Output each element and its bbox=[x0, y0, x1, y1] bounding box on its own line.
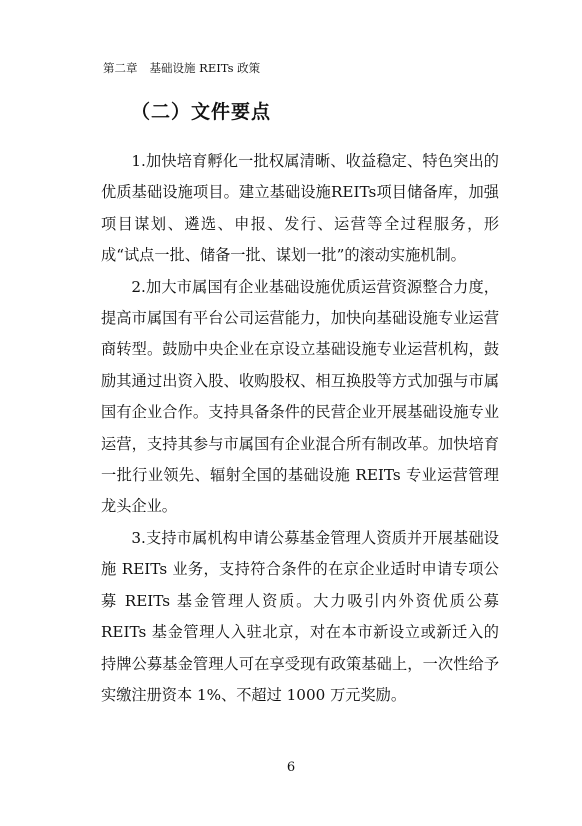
page-number: 6 bbox=[286, 760, 296, 775]
paragraph-1: 1.加快培育孵化一批权属清晰、收益稳定、特色突出的优质基础设施项目。建立基础设施REITs项目储备库，加强项目谋划、遴选、申报、发行、运营等全过程服务，形成“试点一批、储备一批、谋划一批”的滚动实施机制。 bbox=[101, 152, 499, 265]
body-text bbox=[101, 146, 499, 711]
paragraph-3: 3.支持市属机构申请公募基金管理人资质并开展基础设施 REITs 业务，支持符合条件的在京企业适时申请专项公募 REITs 基金管理人资质。大力吸引内外资优质公募 REITs 基金管理人入驻北京，对在本市新设立或新迁入的持牌公募基金管理人可在享受现有政策基础上，一次性给予实缴注册资本 1%、不超过 1000 万元奖励。 bbox=[101, 528, 499, 704]
running-header bbox=[103, 60, 260, 76]
paragraph-2: 2.加大市属国有企业基础设施优质运营资源整合力度，提高市属国有平台公司运营能力，加快向基础设施专业运营商转型。鼓励中央企业在京设立基础设施专业运营机构，鼓励其通过出资入股、收购股权、相互换股等方式加强与市属国有企业合作。支持具备条件的民营企业开展基础设施专业运营，支持其参与市属国有企业混合所有制改革。加快培育一批行业领先、辐射全国的基础设施 REITs 专业运营管理龙头企业。 bbox=[101, 277, 499, 516]
chapter-title: 基础设施 REITs 政策 bbox=[149, 61, 261, 75]
chapter-label: 第二章 bbox=[103, 61, 138, 75]
section-heading: （二）文件要点 bbox=[131, 101, 272, 123]
